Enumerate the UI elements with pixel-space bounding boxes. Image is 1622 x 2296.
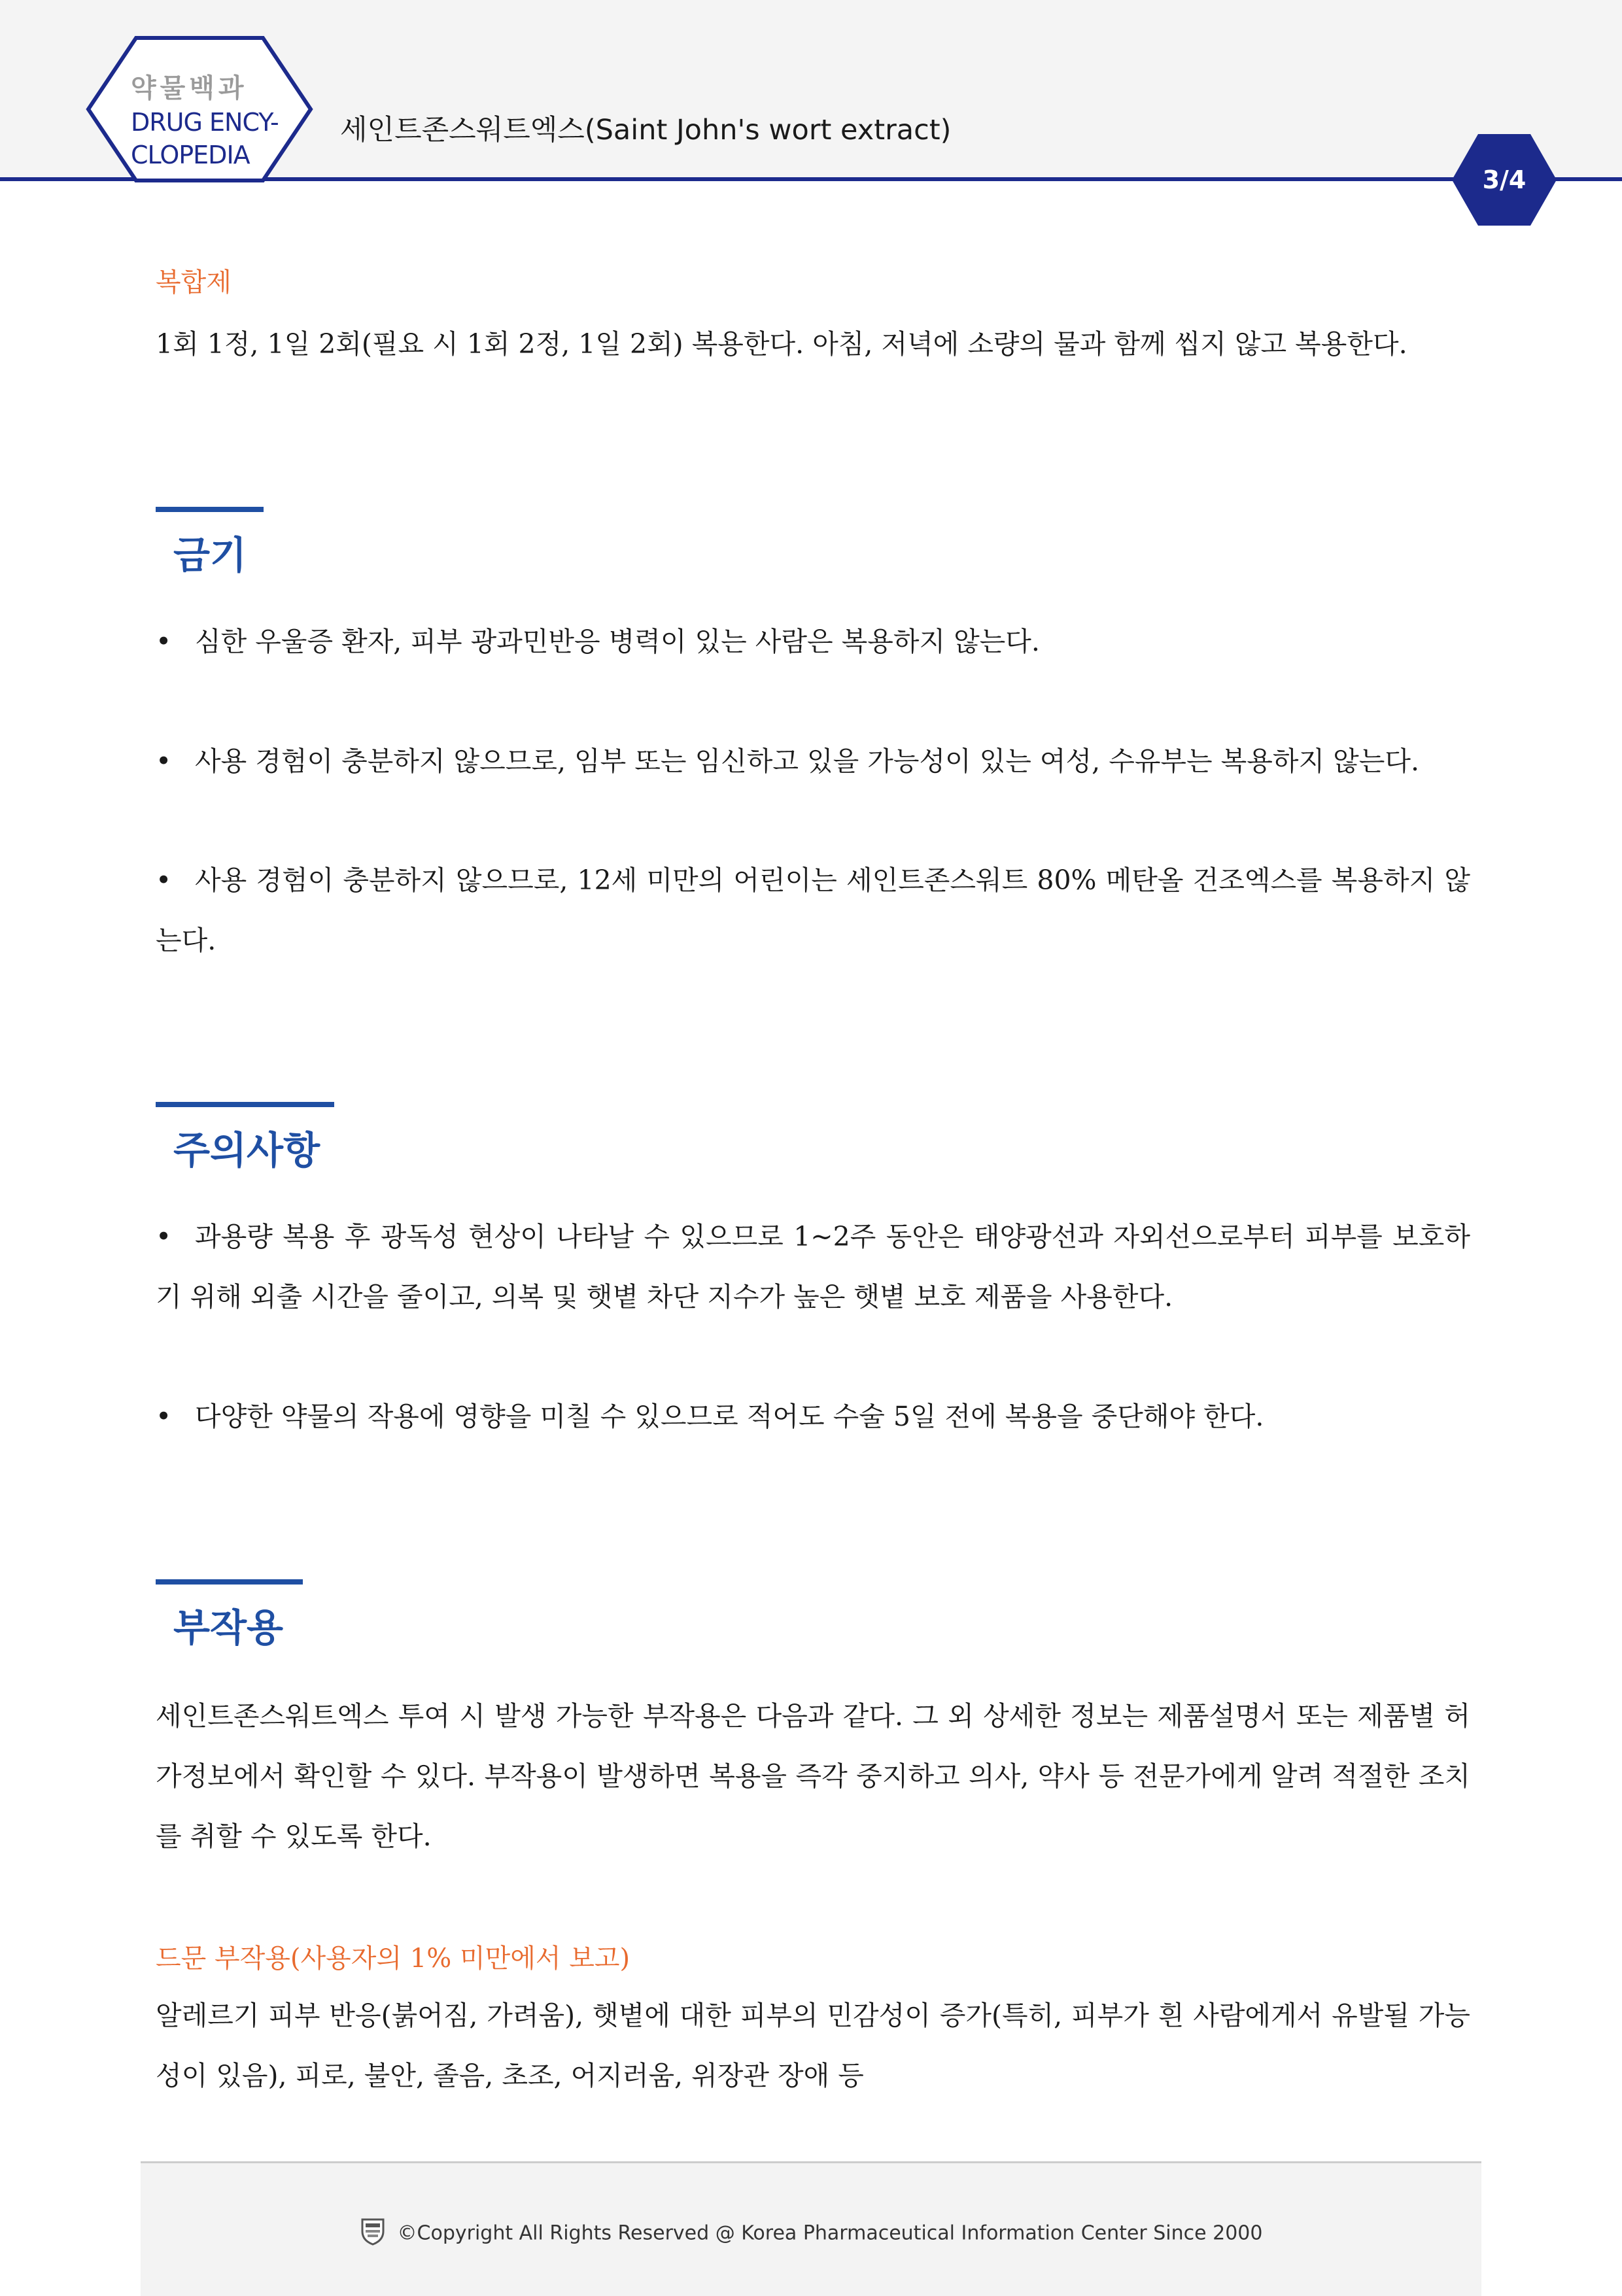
logo-korean: 약물백과 xyxy=(131,73,248,103)
logo-english-line1: DRUG ENCY- xyxy=(131,108,279,137)
contraindication-item: • 심한 우울증 환자, 피부 광과민반응 병력이 있는 사람은 복용하지 않는다. xyxy=(156,611,1470,672)
precautions-title: 주의사항 xyxy=(173,1128,320,1173)
contraindication-item: • 사용 경험이 충분하지 않으므로, 12세 미만의 어린이는 세인트존스워트 80% 메탄올 건조엑스를 복용하지 않는다. xyxy=(156,850,1470,970)
footer xyxy=(141,2161,1481,2296)
precaution-item: • 과용량 복용 후 광독성 현상이 나타날 수 있으므로 1~2주 동안은 태양광선과 자외선으로부터 피부를 보호하기 위해 외출 시간을 줄이고, 의복 및 햇볕 차단 지수가 높은 햇볕 보호 제품을 사용한다. xyxy=(156,1207,1470,1327)
bullet-icon: • xyxy=(156,865,172,896)
side-effects-intro: 세인트존스워트엑스 투여 시 발생 가능한 부작용은 다음과 같다. 그 외 상세한 정보는 제품설명서 또는 제품별 허가정보에서 확인할 수 있다. 부작용이 발생하면 복용을 즉각 중지하고 의사, 약사 등 전문가에게 알려 적절한 조치를 취할 수 있도록 한다. xyxy=(156,1700,1470,1852)
footer-copyright: ©Copyright All Rights Reserved @ Korea Pharmaceutical Information Center Since 2000 xyxy=(141,2217,1481,2251)
rare-side-effects-subheading: 드문 부작용(사용자의 1% 미만에서 보고) xyxy=(156,1944,630,1974)
precautions-bar xyxy=(156,1102,334,1107)
bullet-icon: • xyxy=(156,1221,172,1252)
dosage-text: 1회 1정, 1일 2회(필요 시 1회 2정, 1일 2회) 복용한다. 아침, 저녁에 소량의 물과 함께 씹지 않고 복용한다. xyxy=(156,328,1407,360)
logo-english-line2: CLOPEDIA xyxy=(131,141,250,169)
rare-side-effects-text: 알레르기 피부 반응(붉어짐, 가려움), 햇볕에 대한 피부의 민감성이 증가(특히, 피부가 흰 사람에게서 유발될 가능성이 있음), 피로, 불안, 졸음, 초조, 어지러움, 위장관 장애 등 xyxy=(156,2000,1470,2091)
bullet-icon: • xyxy=(156,626,172,657)
shield-crest-icon xyxy=(360,2217,386,2251)
document-title: 세인트존스워트엑스(Saint John's wort extract) xyxy=(340,114,952,146)
side-effects-title: 부작용 xyxy=(173,1605,284,1650)
contraindication-item: • 사용 경험이 충분하지 않으므로, 임부 또는 임신하고 있을 가능성이 있는 여성, 수유부는 복용하지 않는다. xyxy=(156,731,1470,791)
page-number: 3/4 xyxy=(1482,165,1527,194)
contraindications-bar xyxy=(156,507,264,512)
logo xyxy=(85,36,314,183)
contraindications-title: 금기 xyxy=(173,533,247,577)
side-effects-bar xyxy=(156,1579,303,1585)
bullet-icon: • xyxy=(156,745,172,777)
page-number-badge xyxy=(1452,134,1557,226)
dosage-subheading: 복합제 xyxy=(156,267,232,298)
bullet-icon: • xyxy=(156,1401,172,1432)
precaution-item: • 다양한 약물의 작용에 영향을 미칠 수 있으므로 적어도 수술 5일 전에 복용을 중단해야 한다. xyxy=(156,1386,1470,1447)
